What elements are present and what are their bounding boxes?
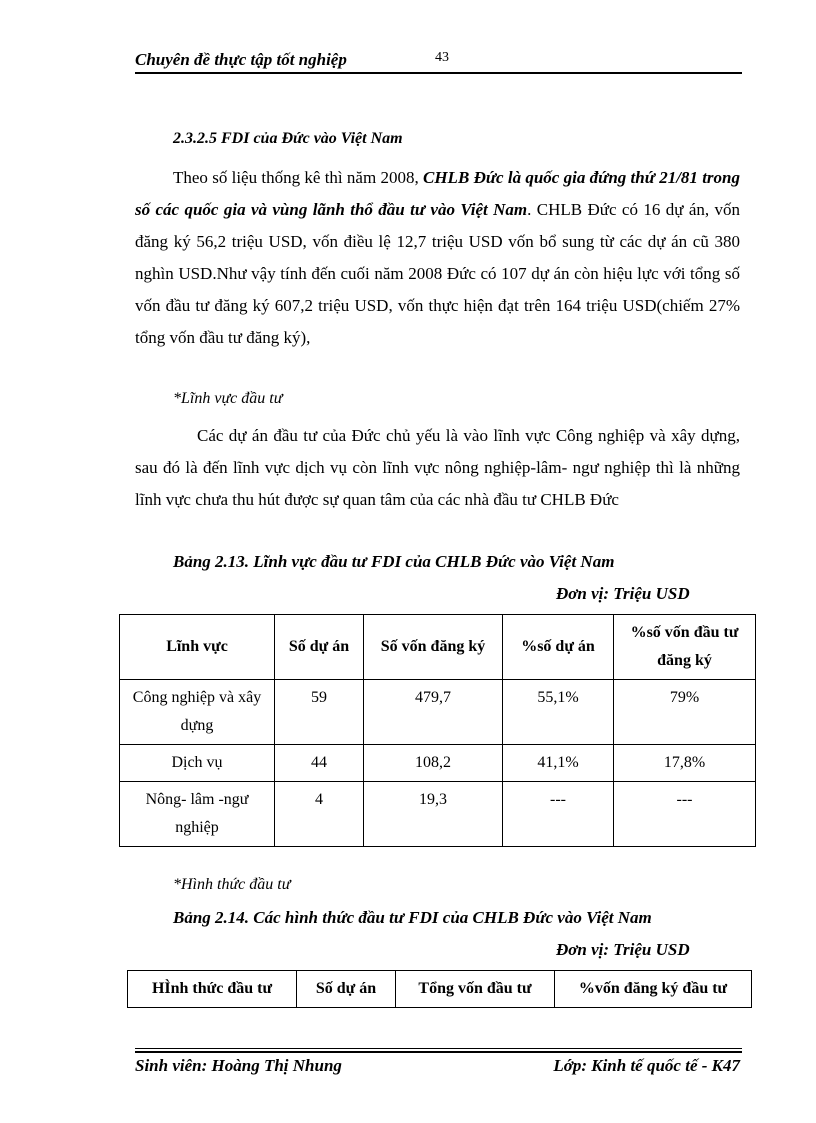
table-row xyxy=(120,745,756,782)
footer-divider xyxy=(135,1048,742,1049)
table1-caption: Bảng 2.13. Lĩnh vực đầu tư FDI của CHLB Đức vào Việt Nam xyxy=(173,552,615,571)
cell-projects: 4 xyxy=(275,782,364,847)
col-header-capital: Số vốn đăng ký xyxy=(364,615,503,680)
col-header-field: Lĩnh vực xyxy=(120,615,275,680)
table-row xyxy=(120,680,756,745)
cell-projects: 44 xyxy=(275,745,364,782)
cell-projects: 59 xyxy=(275,680,364,745)
cell-pct-projects: 41,1% xyxy=(503,745,614,782)
col-header-pct-capital: %số vốn đầu tư đăng ký xyxy=(614,615,756,680)
table-row xyxy=(120,782,756,847)
section-heading: 2.3.2.5 FDI của Đức vào Việt Nam xyxy=(173,130,403,147)
paragraph-rest: . CHLB Đức có 16 dự án, vốn đăng ký 56,2 triệu USD, vốn điều lệ 12,7 triệu USD vốn bổ sung từ các dự án cũ 380 nghìn USD.Như vậy tính đến cuối năm 2008 Đức có 107 dự án còn hiệu lực với tổng số vốn đầu tư đăng ký 607,2 triệu USD, vốn thực hiện đạt trên 164 triệu USD(chiếm 27% tổng vốn đầu tư đăng ký), xyxy=(135,200,740,347)
paragraph-emphasis: CHLB Đức là quốc gia đứng thứ 21/81 trong số các quốc gia và vùng lãnh thổ đầu tư vào Việt Nam xyxy=(135,168,740,219)
cell-field: Nông- lâm -ngư nghiệp xyxy=(120,782,275,847)
cell-pct-projects: 55,1% xyxy=(503,680,614,745)
col-header-form: HÌnh thức đầu tư xyxy=(128,971,297,1008)
paragraph-intro: Theo số liệu thống kê thì năm 2008, xyxy=(173,168,423,187)
table2-unit: Đơn vị: Triệu USD xyxy=(556,940,690,959)
col-header-projects: Số dự án xyxy=(297,971,396,1008)
note-investment-field: *Lĩnh vực đầu tư xyxy=(173,390,283,407)
paragraph-investment-field: Các dự án đầu tư của Đức chủ yếu là vào lĩnh vực Công nghiệp và xây dựng, sau đó là đến lĩnh vực dịch vụ còn lĩnh vực nông nghiệp-lâm- ngư nghiệp thì là những lĩnh vực chưa thu hút được sự quan tâm của các nhà đầu tư CHLB Đức xyxy=(135,426,740,509)
col-header-pct-projects: %số dự án xyxy=(503,615,614,680)
table1-unit: Đơn vị: Triệu USD xyxy=(556,584,690,603)
cell-pct-capital: 17,8% xyxy=(614,745,756,782)
table-header-row xyxy=(128,971,752,1008)
table-investment-forms xyxy=(127,970,752,1008)
cell-capital: 19,3 xyxy=(364,782,503,847)
footer-class: Lớp: Kinh tế quốc tế - K47 xyxy=(553,1056,740,1075)
cell-field: Dịch vụ xyxy=(120,745,275,782)
cell-pct-capital: 79% xyxy=(614,680,756,745)
cell-capital: 479,7 xyxy=(364,680,503,745)
table-header-row xyxy=(120,615,756,680)
document-title: Chuyên đề thực tập tốt nghiệp xyxy=(135,50,347,69)
note-investment-form: *Hình thức đầu tư xyxy=(173,876,291,893)
footer-student: Sinh viên: Hoàng Thị Nhung xyxy=(135,1056,342,1075)
cell-pct-capital: --- xyxy=(614,782,756,847)
col-header-projects: Số dự án xyxy=(275,615,364,680)
table-investment-fields xyxy=(119,614,756,847)
footer-divider-thick xyxy=(135,1051,742,1053)
cell-capital: 108,2 xyxy=(364,745,503,782)
cell-field: Công nghiệp và xây dựng xyxy=(120,680,275,745)
col-header-pct-registered: %vốn đăng ký đầu tư xyxy=(555,971,752,1008)
page-header xyxy=(135,48,742,74)
page-number: 43 xyxy=(435,50,449,65)
paragraph-fdi-overview xyxy=(135,162,740,354)
table2-caption: Bảng 2.14. Các hình thức đầu tư FDI của CHLB Đức vào Việt Nam xyxy=(173,908,652,927)
col-header-total-capital: Tổng vốn đầu tư xyxy=(396,971,555,1008)
cell-pct-projects: --- xyxy=(503,782,614,847)
